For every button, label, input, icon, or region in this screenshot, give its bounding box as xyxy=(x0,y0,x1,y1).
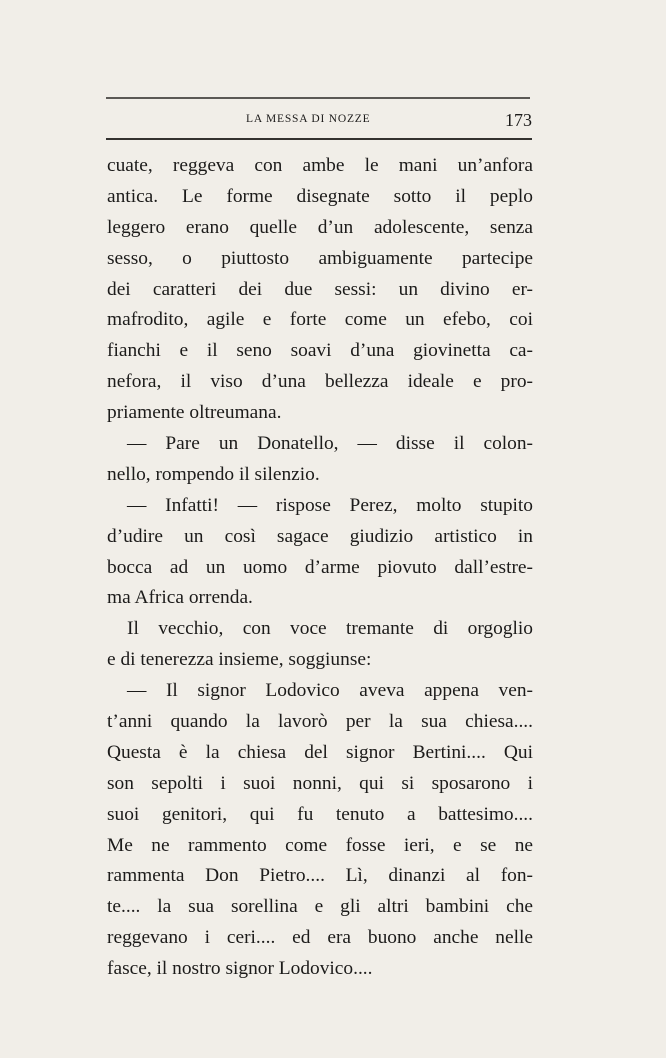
text-line: antica. Le forme disegnate sotto il peplo xyxy=(107,185,533,207)
text-line: — Il signor Lodovico aveva appena ven- xyxy=(127,680,533,702)
text-line: rammenta Don Pietro.... Lì, dinanzi al fon- xyxy=(107,865,533,887)
text-line: — Pare un Donatello, — disse il colon- xyxy=(127,433,533,455)
text-line: nefora, il viso d’una bellezza ideale e pro- xyxy=(107,371,533,393)
text-line: sesso, o piuttosto ambiguamente partecipe xyxy=(107,247,533,269)
text-line: priamente oltreumana. xyxy=(107,402,282,424)
text-line: bocca ad un uomo d’arme piovuto dall’estre- xyxy=(107,556,533,578)
text-line: dei caratteri dei due sessi: un divino er- xyxy=(107,278,533,300)
header-rule xyxy=(106,138,532,140)
text-line: fianchi e il seno soavi d’una giovinetta ca- xyxy=(107,340,533,362)
page-header xyxy=(108,111,532,131)
text-line: d’udire un così sagace giudizio artistico in xyxy=(107,525,533,547)
text-line: t’anni quando la lavorò per la sua chiesa.... xyxy=(107,711,533,733)
text-line: Il vecchio, con voce tremante di orgoglio xyxy=(127,618,533,640)
text-line: mafrodito, agile e forte come un efebo, coi xyxy=(107,309,533,331)
text-line: Me ne rammento come fosse ieri, e se ne xyxy=(107,834,533,856)
text-line: Questa è la chiesa del signor Bertini.... Qui xyxy=(107,741,533,763)
text-line: fasce, il nostro signor Lodovico.... xyxy=(107,958,373,980)
text-line: leggero erano quelle d’un adolescente, senza xyxy=(107,216,533,238)
running-title: LA MESSA DI NOZZE xyxy=(246,113,371,125)
text-line: nello, rompendo il silenzio. xyxy=(107,463,320,485)
text-line: ma Africa orrenda. xyxy=(107,587,253,609)
text-line: reggevano i ceri.... ed era buono anche nelle xyxy=(107,927,533,949)
text-line: son sepolti i suoi nonni, qui si sposarono i xyxy=(107,772,533,794)
text-line: cuate, reggeva con ambe le mani un’anfora xyxy=(107,155,533,176)
text-line: te.... la sua sorellina e gli altri bambini che xyxy=(107,896,533,918)
text-line: e di tenerezza insieme, soggiunse: xyxy=(107,649,372,671)
top-rule xyxy=(106,97,530,99)
body-text xyxy=(107,151,533,985)
text-line: — Infatti! — rispose Perez, molto stupito xyxy=(127,494,533,516)
text-line: suoi genitori, qui fu tenuto a battesimo.... xyxy=(107,803,533,825)
page-number: 173 xyxy=(505,110,532,130)
